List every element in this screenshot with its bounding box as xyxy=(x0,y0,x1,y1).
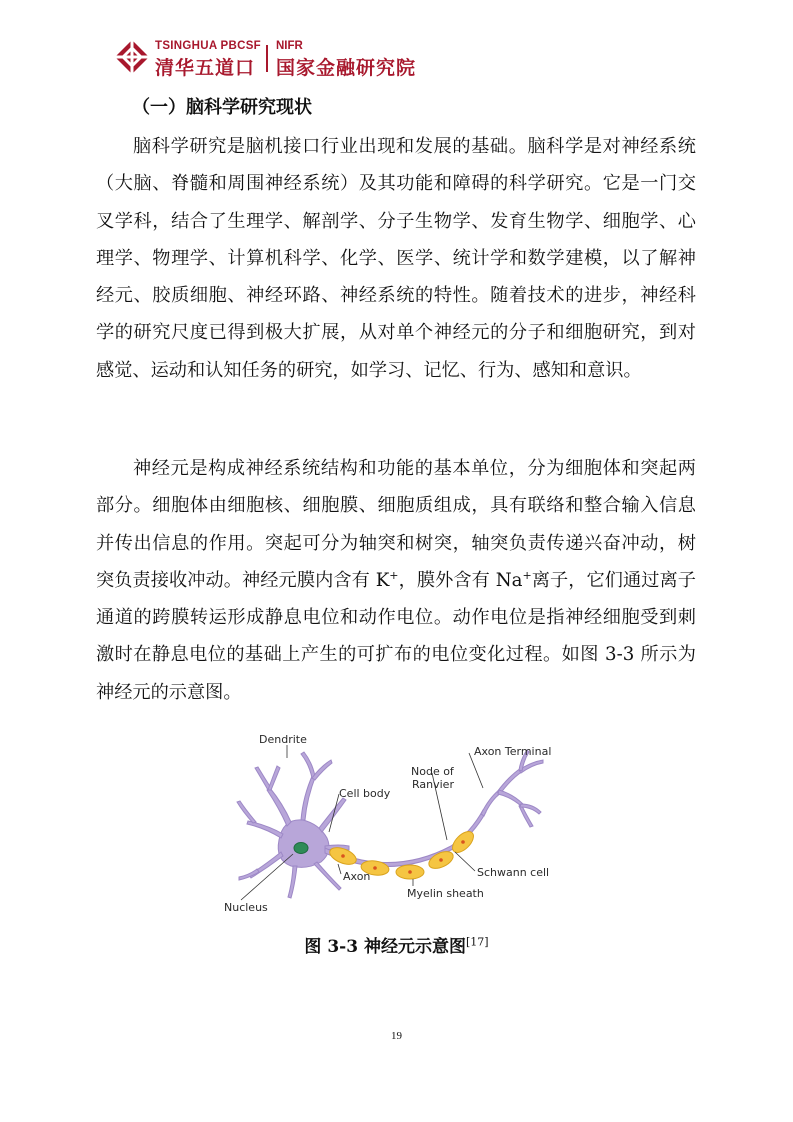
label-myelin-sheath: Myelin sheath xyxy=(407,887,484,900)
header-logo xyxy=(114,39,434,79)
label-axon: Axon xyxy=(343,870,371,883)
nucleus-shape xyxy=(294,843,308,854)
tsinghua-logo-icon xyxy=(114,39,150,75)
section-title: （一）脑科学研究现状 xyxy=(132,97,312,118)
caption-citation: [17] xyxy=(465,935,489,949)
label-nucleus: Nucleus xyxy=(224,901,268,914)
label-axon-terminal: Axon Terminal xyxy=(474,745,552,758)
page-number: 19 xyxy=(391,1030,402,1042)
label-node-line1: Node of xyxy=(411,765,454,778)
logo-nifr-text: NIFR xyxy=(276,40,303,52)
paragraph-neuron-part1: 神经元是构成神经系统结构和功能的基本单位，分为细胞体和突起两部分。细胞体由细胞核、细胞膜、细胞质组成，具有联络和整合输入信息并传出信息的作用。突起可分为轴突和树突，轴突负责传递兴奋冲动，树突负责接收冲动。神经元膜内含有 K xyxy=(96,458,696,591)
sodium-superscript: + xyxy=(522,568,532,582)
paragraph-brain-science: 脑科学研究是脑机接口行业出现和发展的基础。脑科学是对神经系统（大脑、脊髓和周围神经系统）及其功能和障碍的科学研究。它是一门交叉学科，结合了生理学、解剖学、分子生物学、发育生物学、细胞学、心理学、物理学、计算机科学、化学、医学、统计学和数学建模，以了解神经元、胶质细胞、神经环路、神经系统的特性。随着技术的进步，神经科学的研究尺度已得到极大扩展，从对单个神经元的分子和细胞研究，到对感觉、运动和认知任务的研究，如学习、记忆、行为、感知和意识。 xyxy=(96,136,696,381)
label-cell-body: Cell body xyxy=(339,787,391,800)
label-schwann-cell: Schwann cell xyxy=(477,866,550,879)
potassium-superscript: + xyxy=(389,568,399,582)
figure-caption xyxy=(0,932,793,957)
logo-chinese-text: 清华五道口 xyxy=(155,57,256,79)
label-node-line2: Ranvier xyxy=(412,778,454,791)
paragraph-neuron xyxy=(96,450,696,711)
caption-text: 图 3-3 神经元示意图 xyxy=(304,937,466,957)
logo-institute-text: 国家金融研究院 xyxy=(276,57,417,79)
paragraph-neuron-part2: ，膜外含有 Na xyxy=(398,569,523,591)
logo-english-text: TSINGHUA PBCSF xyxy=(155,40,261,52)
label-dendrite: Dendrite xyxy=(259,733,307,746)
paragraph-neuron-part3: 离子，它们通过离子通道的跨膜转运形成静息电位和动作电位。动作电位是指神经细胞受到刺激时在静息电位的基础上产生的可扩布的电位变化过程。如图 3-3 所示为神经元的示意图。 xyxy=(96,569,696,703)
logo-divider xyxy=(266,45,268,72)
neuron-diagram xyxy=(221,728,566,923)
